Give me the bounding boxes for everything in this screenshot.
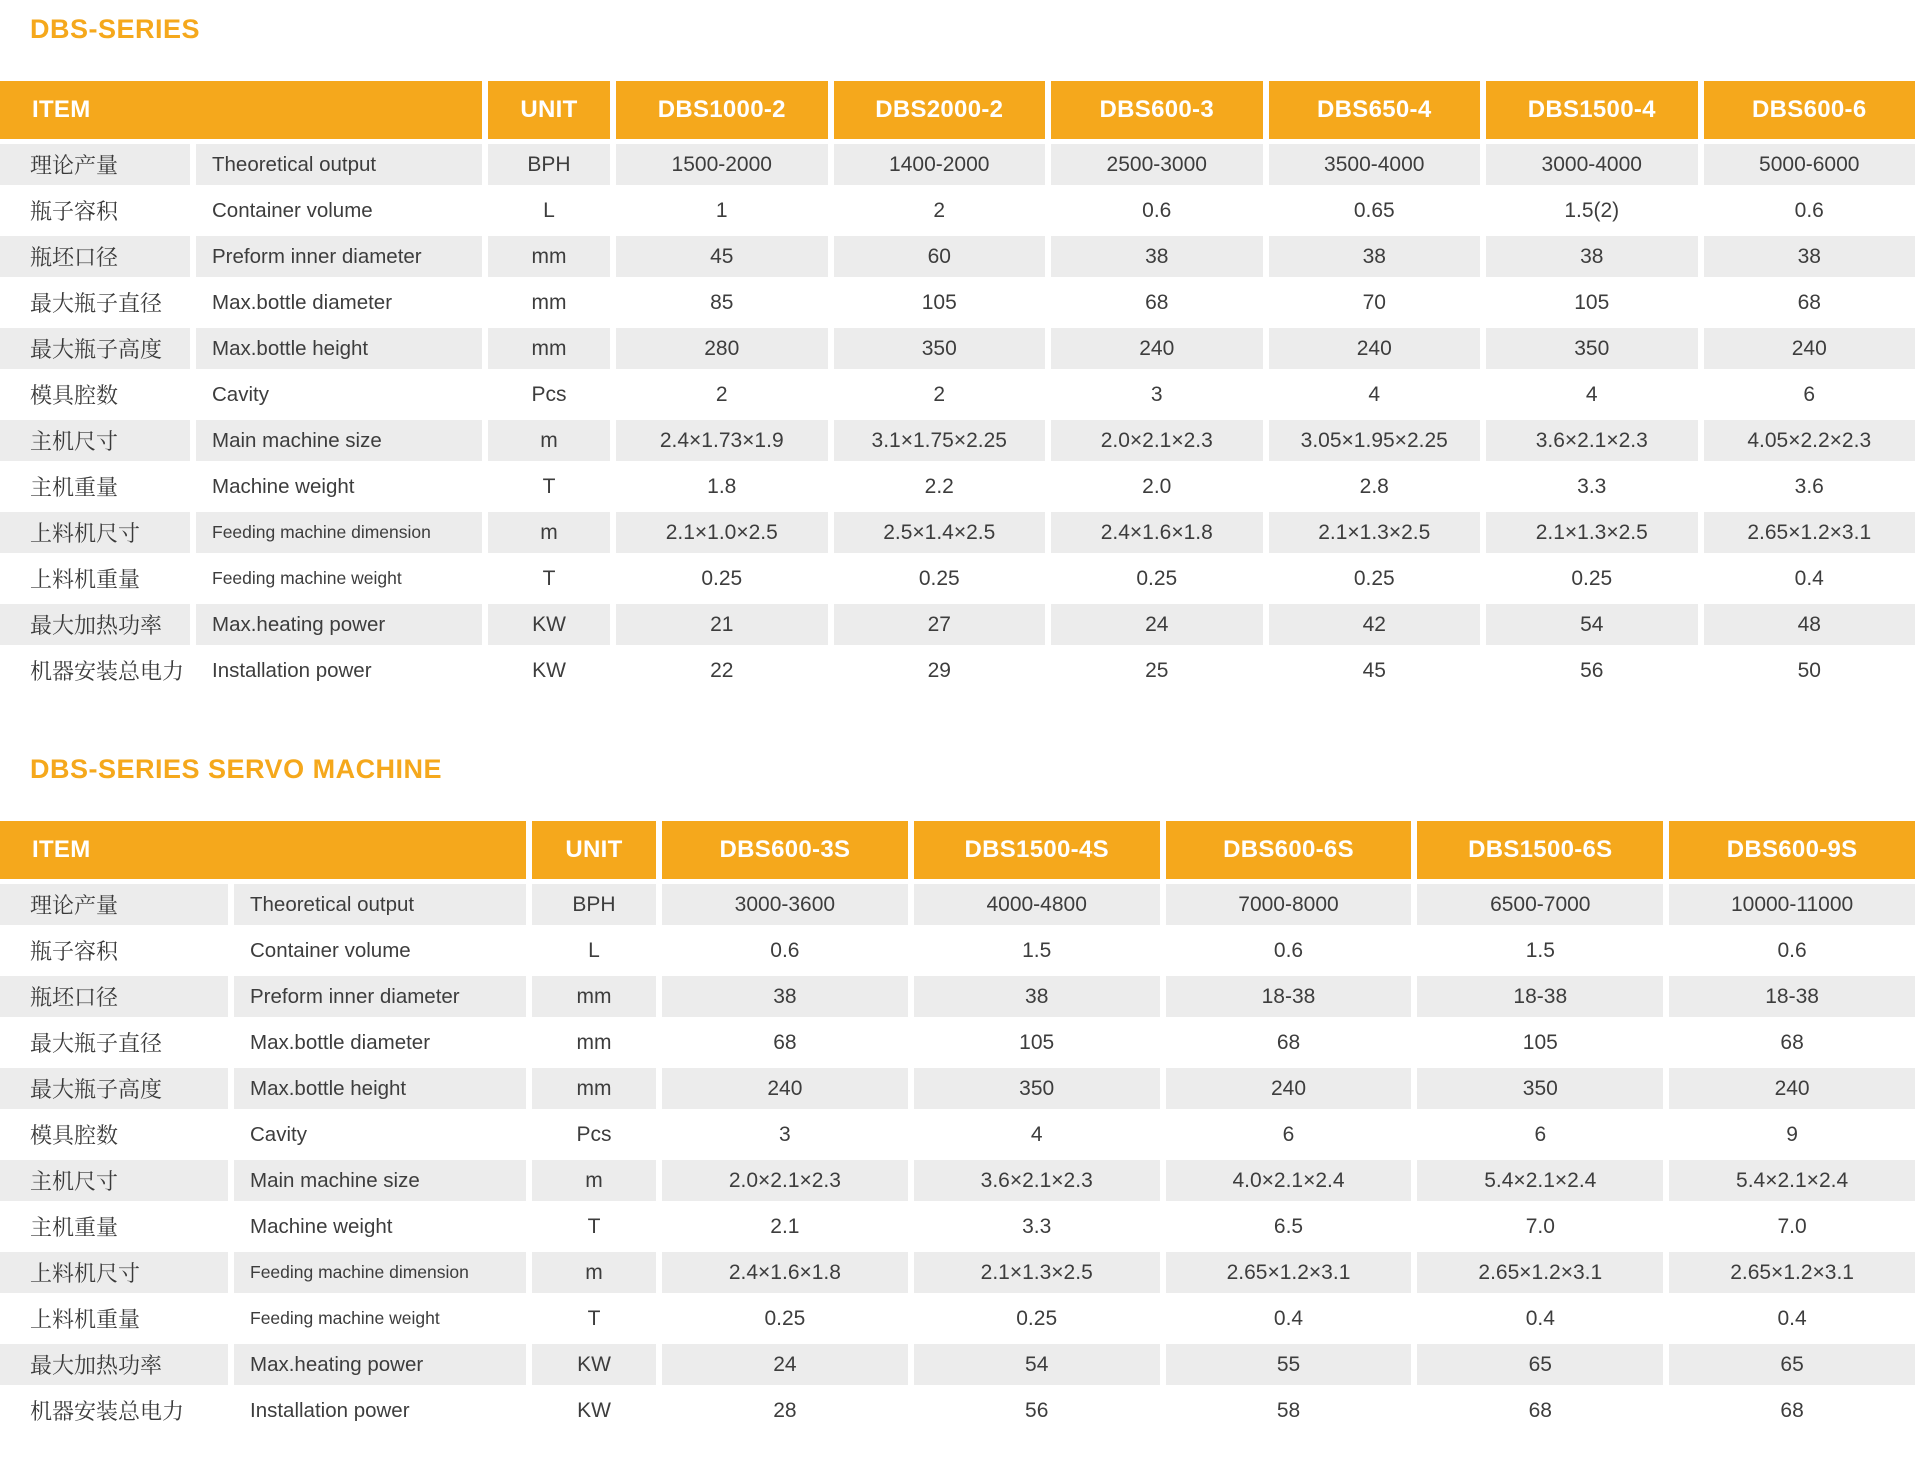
unit-cell: T bbox=[488, 466, 610, 507]
column-header-model: DBS1500-4S bbox=[914, 821, 1160, 879]
column-header-model: DBS600-3S bbox=[662, 821, 908, 879]
item-label-en: Preform inner diameter bbox=[196, 236, 482, 277]
item-label-cn: 上料机重量 bbox=[0, 1298, 228, 1339]
item-label-cn: 瓶子容积 bbox=[0, 190, 190, 231]
value-cell: 68 bbox=[1704, 282, 1915, 323]
value-cell: 0.4 bbox=[1704, 558, 1915, 599]
column-header-model: DBS1000-2 bbox=[616, 81, 828, 139]
value-cell: 38 bbox=[1269, 236, 1481, 277]
value-cell: 6.5 bbox=[1166, 1206, 1412, 1247]
unit-cell: mm bbox=[532, 976, 656, 1017]
item-label-en: Feeding machine dimension bbox=[196, 512, 482, 553]
item-label-cn: 最大瓶子高度 bbox=[0, 1068, 228, 1109]
value-cell: 0.25 bbox=[834, 558, 1046, 599]
value-cell: 0.6 bbox=[1051, 190, 1263, 231]
item-label-cn: 上料机重量 bbox=[0, 558, 190, 599]
item-label-cn: 上料机尺寸 bbox=[0, 1252, 228, 1293]
unit-cell: L bbox=[532, 930, 656, 971]
table-row bbox=[0, 1068, 1915, 1109]
column-header-item: ITEM bbox=[0, 81, 482, 139]
item-label-en: Max.heating power bbox=[234, 1344, 526, 1385]
value-cell: 3 bbox=[662, 1114, 908, 1155]
table-row bbox=[0, 976, 1915, 1017]
value-cell: 0.4 bbox=[1669, 1298, 1915, 1339]
table-row bbox=[0, 930, 1915, 971]
value-cell: 3.3 bbox=[914, 1206, 1160, 1247]
value-cell: 3500-4000 bbox=[1269, 144, 1481, 185]
value-cell: 4 bbox=[1486, 374, 1698, 415]
table-row bbox=[0, 282, 1915, 323]
column-header-unit: UNIT bbox=[532, 821, 656, 879]
unit-cell: mm bbox=[532, 1068, 656, 1109]
item-label-cn: 理论产量 bbox=[0, 884, 228, 925]
value-cell: 2 bbox=[834, 374, 1046, 415]
value-cell: 350 bbox=[834, 328, 1046, 369]
item-label-en: Feeding machine weight bbox=[196, 558, 482, 599]
value-cell: 0.25 bbox=[1051, 558, 1263, 599]
value-cell: 60 bbox=[834, 236, 1046, 277]
value-cell: 54 bbox=[1486, 604, 1698, 645]
table-row bbox=[0, 1390, 1915, 1431]
value-cell: 4 bbox=[1269, 374, 1481, 415]
value-cell: 38 bbox=[662, 976, 908, 1017]
value-cell: 7.0 bbox=[1417, 1206, 1663, 1247]
item-label-en: Main machine size bbox=[234, 1160, 526, 1201]
value-cell: 2.2 bbox=[834, 466, 1046, 507]
value-cell: 0.6 bbox=[1704, 190, 1915, 231]
unit-cell: BPH bbox=[532, 884, 656, 925]
column-header-unit: UNIT bbox=[488, 81, 610, 139]
value-cell: 2.1×1.3×2.5 bbox=[1269, 512, 1481, 553]
item-label-en: Max.heating power bbox=[196, 604, 482, 645]
value-cell: 2.65×1.2×3.1 bbox=[1166, 1252, 1412, 1293]
spec-tables-container bbox=[0, 16, 1915, 1436]
value-cell: 68 bbox=[1166, 1022, 1412, 1063]
table-row bbox=[0, 650, 1915, 691]
value-cell: 240 bbox=[1051, 328, 1263, 369]
item-label-en: Feeding machine weight bbox=[234, 1298, 526, 1339]
value-cell: 24 bbox=[1051, 604, 1263, 645]
unit-cell: mm bbox=[488, 236, 610, 277]
value-cell: 65 bbox=[1669, 1344, 1915, 1385]
value-cell: 5000-6000 bbox=[1704, 144, 1915, 185]
unit-cell: mm bbox=[488, 282, 610, 323]
spec-table bbox=[0, 816, 1915, 1436]
value-cell: 1.5(2) bbox=[1486, 190, 1698, 231]
unit-cell: T bbox=[488, 558, 610, 599]
table-row bbox=[0, 1206, 1915, 1247]
unit-cell: Pcs bbox=[532, 1114, 656, 1155]
column-header-item: ITEM bbox=[0, 821, 526, 879]
value-cell: 2.0×2.1×2.3 bbox=[1051, 420, 1263, 461]
item-label-cn: 主机重量 bbox=[0, 466, 190, 507]
value-cell: 0.65 bbox=[1269, 190, 1481, 231]
item-label-en: Installation power bbox=[234, 1390, 526, 1431]
value-cell: 280 bbox=[616, 328, 828, 369]
item-label-en: Max.bottle diameter bbox=[234, 1022, 526, 1063]
table-row bbox=[0, 236, 1915, 277]
value-cell: 7000-8000 bbox=[1166, 884, 1412, 925]
item-label-en: Machine weight bbox=[234, 1206, 526, 1247]
value-cell: 105 bbox=[1417, 1022, 1663, 1063]
unit-cell: Pcs bbox=[488, 374, 610, 415]
value-cell: 68 bbox=[662, 1022, 908, 1063]
table-row bbox=[0, 604, 1915, 645]
value-cell: 2500-3000 bbox=[1051, 144, 1263, 185]
item-label-cn: 瓶坯口径 bbox=[0, 976, 228, 1017]
table-row bbox=[0, 466, 1915, 507]
item-label-cn: 主机尺寸 bbox=[0, 420, 190, 461]
value-cell: 2.1×1.0×2.5 bbox=[616, 512, 828, 553]
value-cell: 38 bbox=[914, 976, 1160, 1017]
value-cell: 105 bbox=[834, 282, 1046, 323]
value-cell: 0.25 bbox=[1269, 558, 1481, 599]
table-row bbox=[0, 1160, 1915, 1201]
value-cell: 45 bbox=[616, 236, 828, 277]
section-title: DBS-SERIES bbox=[30, 14, 201, 44]
value-cell: 350 bbox=[914, 1068, 1160, 1109]
value-cell: 10000-11000 bbox=[1669, 884, 1915, 925]
unit-cell: mm bbox=[488, 328, 610, 369]
header-row bbox=[0, 821, 1915, 879]
value-cell: 105 bbox=[914, 1022, 1160, 1063]
value-cell: 3.1×1.75×2.25 bbox=[834, 420, 1046, 461]
unit-cell: T bbox=[532, 1206, 656, 1247]
unit-cell: KW bbox=[532, 1390, 656, 1431]
item-label-cn: 最大加热功率 bbox=[0, 604, 190, 645]
item-label-cn: 最大瓶子直径 bbox=[0, 1022, 228, 1063]
unit-cell: T bbox=[532, 1298, 656, 1339]
value-cell: 4.05×2.2×2.3 bbox=[1704, 420, 1915, 461]
column-header-model: DBS2000-2 bbox=[834, 81, 1046, 139]
table-row bbox=[0, 1022, 1915, 1063]
column-header-model: DBS600-9S bbox=[1669, 821, 1915, 879]
value-cell: 68 bbox=[1051, 282, 1263, 323]
value-cell: 4 bbox=[914, 1114, 1160, 1155]
value-cell: 2 bbox=[834, 190, 1046, 231]
value-cell: 0.25 bbox=[914, 1298, 1160, 1339]
item-label-en: Theoretical output bbox=[196, 144, 482, 185]
table-row bbox=[0, 512, 1915, 553]
unit-cell: L bbox=[488, 190, 610, 231]
value-cell: 29 bbox=[834, 650, 1046, 691]
item-label-en: Max.bottle diameter bbox=[196, 282, 482, 323]
value-cell: 1.5 bbox=[914, 930, 1160, 971]
value-cell: 6 bbox=[1704, 374, 1915, 415]
section-title: DBS-SERIES SERVO MACHINE bbox=[30, 754, 443, 784]
value-cell: 350 bbox=[1486, 328, 1698, 369]
value-cell: 2.65×1.2×3.1 bbox=[1417, 1252, 1663, 1293]
value-cell: 55 bbox=[1166, 1344, 1412, 1385]
value-cell: 2.1×1.3×2.5 bbox=[914, 1252, 1160, 1293]
value-cell: 25 bbox=[1051, 650, 1263, 691]
value-cell: 85 bbox=[616, 282, 828, 323]
item-label-en: Cavity bbox=[196, 374, 482, 415]
value-cell: 22 bbox=[616, 650, 828, 691]
value-cell: 0.6 bbox=[662, 930, 908, 971]
table-row bbox=[0, 1114, 1915, 1155]
value-cell: 105 bbox=[1486, 282, 1698, 323]
item-label-cn: 机器安装总电力 bbox=[0, 1390, 228, 1431]
spec-table bbox=[0, 76, 1915, 696]
item-label-cn: 最大瓶子高度 bbox=[0, 328, 190, 369]
value-cell: 0.25 bbox=[662, 1298, 908, 1339]
header-row bbox=[0, 81, 1915, 139]
item-label-cn: 瓶坯口径 bbox=[0, 236, 190, 277]
item-label-cn: 主机重量 bbox=[0, 1206, 228, 1247]
value-cell: 18-38 bbox=[1417, 976, 1663, 1017]
value-cell: 27 bbox=[834, 604, 1046, 645]
value-cell: 240 bbox=[1166, 1068, 1412, 1109]
value-cell: 18-38 bbox=[1669, 976, 1915, 1017]
value-cell: 5.4×2.1×2.4 bbox=[1417, 1160, 1663, 1201]
table-row bbox=[0, 420, 1915, 461]
value-cell: 5.4×2.1×2.4 bbox=[1669, 1160, 1915, 1201]
value-cell: 3.6×2.1×2.3 bbox=[1486, 420, 1698, 461]
value-cell: 65 bbox=[1417, 1344, 1663, 1385]
value-cell: 4.0×2.1×2.4 bbox=[1166, 1160, 1412, 1201]
value-cell: 68 bbox=[1417, 1390, 1663, 1431]
value-cell: 1500-2000 bbox=[616, 144, 828, 185]
value-cell: 2.5×1.4×2.5 bbox=[834, 512, 1046, 553]
item-label-en: Max.bottle height bbox=[234, 1068, 526, 1109]
value-cell: 38 bbox=[1704, 236, 1915, 277]
unit-cell: mm bbox=[532, 1022, 656, 1063]
value-cell: 0.4 bbox=[1166, 1298, 1412, 1339]
value-cell: 70 bbox=[1269, 282, 1481, 323]
item-label-en: Machine weight bbox=[196, 466, 482, 507]
value-cell: 9 bbox=[1669, 1114, 1915, 1155]
item-label-en: Max.bottle height bbox=[196, 328, 482, 369]
unit-cell: KW bbox=[488, 604, 610, 645]
item-label-en: Cavity bbox=[234, 1114, 526, 1155]
column-header-model: DBS600-6S bbox=[1166, 821, 1412, 879]
value-cell: 3000-3600 bbox=[662, 884, 908, 925]
value-cell: 38 bbox=[1486, 236, 1698, 277]
value-cell: 3.05×1.95×2.25 bbox=[1269, 420, 1481, 461]
item-label-cn: 理论产量 bbox=[0, 144, 190, 185]
table-row bbox=[0, 374, 1915, 415]
column-header-model: DBS1500-4 bbox=[1486, 81, 1698, 139]
series-section bbox=[0, 756, 1915, 1436]
value-cell: 3000-4000 bbox=[1486, 144, 1698, 185]
value-cell: 0.25 bbox=[1486, 558, 1698, 599]
item-label-en: Installation power bbox=[196, 650, 482, 691]
table-row bbox=[0, 884, 1915, 925]
value-cell: 68 bbox=[1669, 1390, 1915, 1431]
value-cell: 1 bbox=[616, 190, 828, 231]
value-cell: 2.65×1.2×3.1 bbox=[1669, 1252, 1915, 1293]
unit-cell: KW bbox=[532, 1344, 656, 1385]
value-cell: 45 bbox=[1269, 650, 1481, 691]
value-cell: 2.4×1.6×1.8 bbox=[662, 1252, 908, 1293]
value-cell: 2.0×2.1×2.3 bbox=[662, 1160, 908, 1201]
value-cell: 48 bbox=[1704, 604, 1915, 645]
value-cell: 0.6 bbox=[1166, 930, 1412, 971]
value-cell: 24 bbox=[662, 1344, 908, 1385]
item-label-cn: 模具腔数 bbox=[0, 374, 190, 415]
value-cell: 2.1 bbox=[662, 1206, 908, 1247]
column-header-model: DBS600-3 bbox=[1051, 81, 1263, 139]
value-cell: 0.25 bbox=[616, 558, 828, 599]
item-label-cn: 最大加热功率 bbox=[0, 1344, 228, 1385]
table-row bbox=[0, 1298, 1915, 1339]
column-header-model: DBS650-4 bbox=[1269, 81, 1481, 139]
table-row bbox=[0, 1252, 1915, 1293]
value-cell: 350 bbox=[1417, 1068, 1663, 1109]
unit-cell: m bbox=[488, 512, 610, 553]
value-cell: 1.5 bbox=[1417, 930, 1663, 971]
item-label-cn: 机器安装总电力 bbox=[0, 650, 190, 691]
item-label-cn: 最大瓶子直径 bbox=[0, 282, 190, 323]
value-cell: 3 bbox=[1051, 374, 1263, 415]
value-cell: 18-38 bbox=[1166, 976, 1412, 1017]
value-cell: 54 bbox=[914, 1344, 1160, 1385]
table-row bbox=[0, 1344, 1915, 1385]
item-label-cn: 模具腔数 bbox=[0, 1114, 228, 1155]
value-cell: 0.4 bbox=[1417, 1298, 1663, 1339]
value-cell: 58 bbox=[1166, 1390, 1412, 1431]
unit-cell: m bbox=[488, 420, 610, 461]
value-cell: 2.65×1.2×3.1 bbox=[1704, 512, 1915, 553]
value-cell: 50 bbox=[1704, 650, 1915, 691]
value-cell: 1400-2000 bbox=[834, 144, 1046, 185]
table-row bbox=[0, 558, 1915, 599]
value-cell: 1.8 bbox=[616, 466, 828, 507]
value-cell: 240 bbox=[1269, 328, 1481, 369]
item-label-cn: 上料机尺寸 bbox=[0, 512, 190, 553]
value-cell: 2.4×1.6×1.8 bbox=[1051, 512, 1263, 553]
value-cell: 4000-4800 bbox=[914, 884, 1160, 925]
column-header-model: DBS600-6 bbox=[1704, 81, 1915, 139]
item-label-en: Container volume bbox=[234, 930, 526, 971]
value-cell: 240 bbox=[1669, 1068, 1915, 1109]
value-cell: 56 bbox=[914, 1390, 1160, 1431]
value-cell: 2 bbox=[616, 374, 828, 415]
item-label-en: Theoretical output bbox=[234, 884, 526, 925]
value-cell: 7.0 bbox=[1669, 1206, 1915, 1247]
value-cell: 3.6×2.1×2.3 bbox=[914, 1160, 1160, 1201]
item-label-cn: 瓶子容积 bbox=[0, 930, 228, 971]
item-label-en: Preform inner diameter bbox=[234, 976, 526, 1017]
unit-cell: m bbox=[532, 1160, 656, 1201]
value-cell: 2.4×1.73×1.9 bbox=[616, 420, 828, 461]
table-row bbox=[0, 144, 1915, 185]
value-cell: 42 bbox=[1269, 604, 1481, 645]
value-cell: 0.6 bbox=[1669, 930, 1915, 971]
column-header-model: DBS1500-6S bbox=[1417, 821, 1663, 879]
item-label-cn: 主机尺寸 bbox=[0, 1160, 228, 1201]
table-row bbox=[0, 328, 1915, 369]
value-cell: 38 bbox=[1051, 236, 1263, 277]
value-cell: 2.0 bbox=[1051, 466, 1263, 507]
item-label-en: Main machine size bbox=[196, 420, 482, 461]
value-cell: 6 bbox=[1417, 1114, 1663, 1155]
value-cell: 240 bbox=[662, 1068, 908, 1109]
value-cell: 56 bbox=[1486, 650, 1698, 691]
item-label-en: Container volume bbox=[196, 190, 482, 231]
value-cell: 6500-7000 bbox=[1417, 884, 1663, 925]
value-cell: 21 bbox=[616, 604, 828, 645]
value-cell: 3.3 bbox=[1486, 466, 1698, 507]
table-row bbox=[0, 190, 1915, 231]
unit-cell: KW bbox=[488, 650, 610, 691]
value-cell: 68 bbox=[1669, 1022, 1915, 1063]
value-cell: 3.6 bbox=[1704, 466, 1915, 507]
unit-cell: m bbox=[532, 1252, 656, 1293]
unit-cell: BPH bbox=[488, 144, 610, 185]
value-cell: 28 bbox=[662, 1390, 908, 1431]
value-cell: 240 bbox=[1704, 328, 1915, 369]
value-cell: 6 bbox=[1166, 1114, 1412, 1155]
value-cell: 2.8 bbox=[1269, 466, 1481, 507]
item-label-en: Feeding machine dimension bbox=[234, 1252, 526, 1293]
value-cell: 2.1×1.3×2.5 bbox=[1486, 512, 1698, 553]
series-section bbox=[0, 16, 1915, 696]
